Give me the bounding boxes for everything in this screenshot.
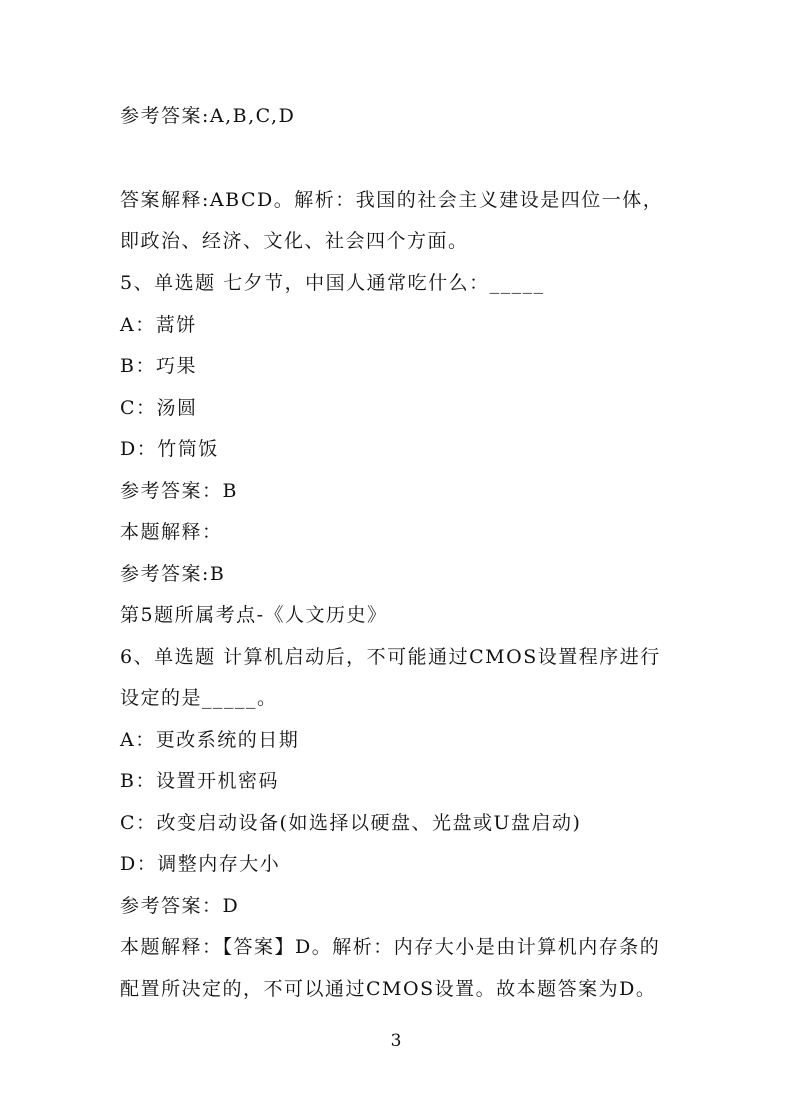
- answer-explanation-q4: 答案解释:ABCD。解析：我国的社会主义建设是四位一体，: [120, 189, 664, 211]
- question-5-option-b: B：巧果: [120, 355, 197, 377]
- question-6-stem: 6、单选题 计算机启动后，不可能通过CMOS设置程序进行: [120, 646, 661, 668]
- answer-explanation-q4-continued: 即政治、经济、文化、社会四个方面。: [120, 230, 469, 252]
- question-6-explanation: 本题解释：【答案】D。解析：内存大小是由计算机内存条的: [120, 936, 661, 958]
- question-6-option-b: B：设置开机密码: [120, 770, 279, 792]
- question-6-answer: 参考答案：D: [120, 895, 240, 917]
- question-5-topic: 第5题所属考点-《人文历史》: [120, 604, 388, 626]
- question-6-option-c: C：改变启动设备(如选择以硬盘、光盘或U盘启动): [120, 812, 582, 834]
- question-5-option-d: D：竹筒饭: [120, 438, 219, 460]
- question-6-option-a: A：更改系统的日期: [120, 729, 300, 751]
- question-6-stem-continued: 设定的是_____。: [120, 687, 278, 709]
- answer-reference-q4: 参考答案:A,B,C,D: [120, 105, 296, 127]
- question-6-explanation-continued: 配置所决定的，不可以通过CMOS设置。故本题答案为D。: [120, 978, 657, 1000]
- question-5-answer-reference: 参考答案:B: [120, 563, 226, 585]
- question-6-option-d: D：调整内存大小: [120, 853, 281, 875]
- page-number: 3: [390, 1031, 402, 1051]
- question-5-option-a: A：蒿饼: [120, 314, 197, 336]
- question-5-explanation-label: 本题解释：: [120, 521, 223, 543]
- question-5-stem: 5、单选题 七夕节，中国人通常吃什么：_____: [120, 272, 545, 294]
- question-5-option-c: C：汤圆: [120, 397, 198, 419]
- question-5-answer: 参考答案：B: [120, 480, 238, 502]
